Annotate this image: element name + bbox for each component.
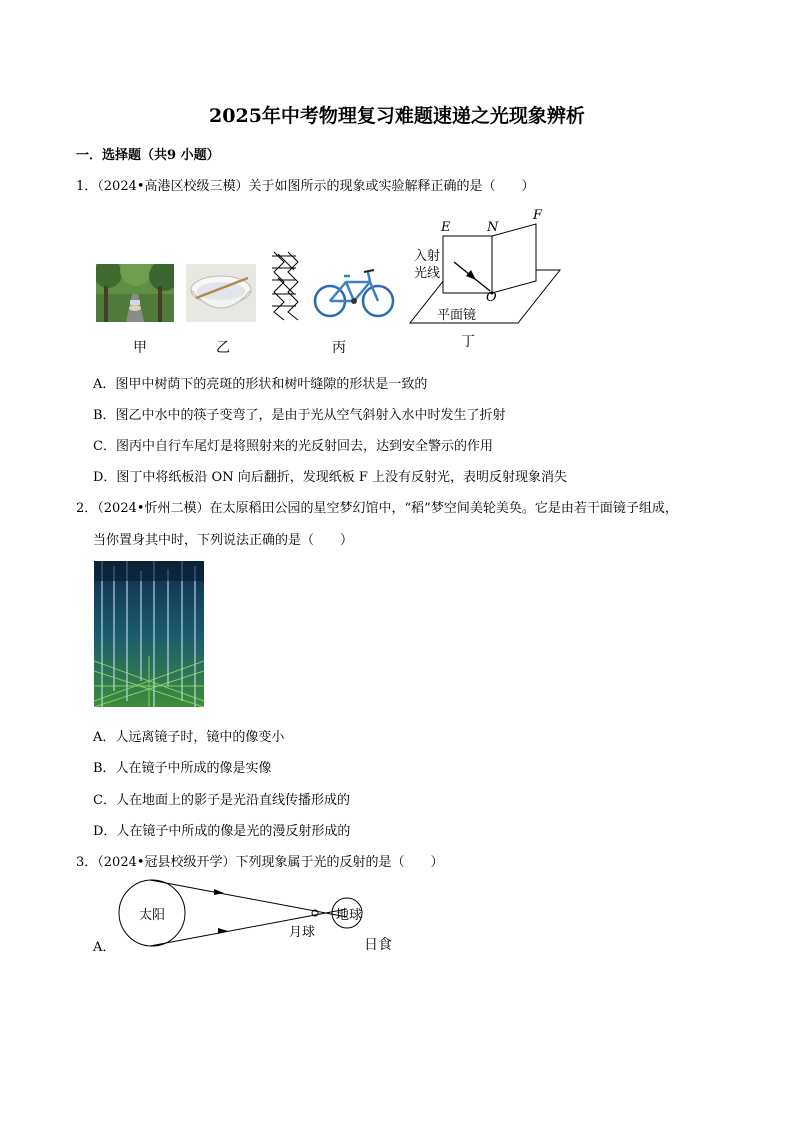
q1-option-a[interactable]: A．图甲中树荫下的亮斑的形状和树叶缝隙的形状是一致的	[93, 377, 428, 392]
q3-option-a[interactable]: A．	[93, 940, 116, 955]
photo-chopstick-bowl	[186, 264, 256, 322]
question-3-stem: 3．（2024•冠县校级开学）下列现象属于光的反射的是（ ）	[76, 855, 444, 870]
question-2-stem-line1: 2．（2024•忻州二模）在太原稻田公园的星空梦幻馆中，“稻”梦空间美轮美奂。它是由若干面镜子组成，	[76, 501, 678, 516]
photo-tree-shade	[96, 264, 174, 322]
caption-yi: 乙	[216, 340, 230, 356]
q2-option-c[interactable]: C．人在地面上的影子是光沿直线传播形成的	[93, 793, 350, 808]
label-F: F	[533, 208, 543, 223]
question-2-stem-line2: 当你置身其中时，下列说法正确的是（ ）	[93, 533, 354, 548]
label-incident-2: 光线	[414, 266, 441, 281]
q1-option-d[interactable]: D．图丁中将纸板沿 ON 向后翻折，发现纸板 F 上没有反射光，表明反射现象消失	[93, 470, 568, 485]
page-title: 2025年中考物理复习难题速递之光现象辨析	[209, 105, 585, 127]
label-mirror: 平面镜	[437, 308, 477, 323]
q1-option-c[interactable]: C．图丙中自行车尾灯是将照射来的光反射回去，达到安全警示的作用	[93, 439, 493, 454]
caption-jia: 甲	[133, 340, 147, 356]
label-moon: 月球	[289, 925, 316, 940]
label-E: E	[441, 220, 451, 235]
q2-option-d[interactable]: D．人在镜子中所成的像是光的漫反射形成的	[93, 824, 351, 839]
caption-bing: 丙	[332, 340, 346, 356]
label-sun: 太阳	[139, 908, 166, 923]
label-earth: 地球	[336, 908, 363, 923]
q2-option-b[interactable]: B．人在镜子中所成的像是实像	[93, 761, 272, 776]
caption-ding: 丁	[461, 334, 475, 350]
q2-option-a[interactable]: A．人远离镜子时，镜中的像变小	[93, 730, 285, 745]
label-O: O	[486, 290, 497, 305]
diagram-bicycle-reflector	[268, 250, 398, 322]
question-1-stem: 1．（2024•高港区校级三模）关于如图所示的现象或实验解释正确的是（ ）	[76, 179, 535, 194]
label-N: N	[487, 220, 499, 235]
label-eclipse: 日食	[364, 937, 392, 953]
section-heading: 一．选择题（共9 小题）	[76, 148, 220, 163]
label-incident-1: 入射	[414, 249, 441, 264]
q1-option-b[interactable]: B．图乙中水中的筷子变弯了，是由于光从空气斜射入水中时发生了折射	[93, 408, 506, 423]
photo-mirror-hall	[94, 561, 204, 707]
